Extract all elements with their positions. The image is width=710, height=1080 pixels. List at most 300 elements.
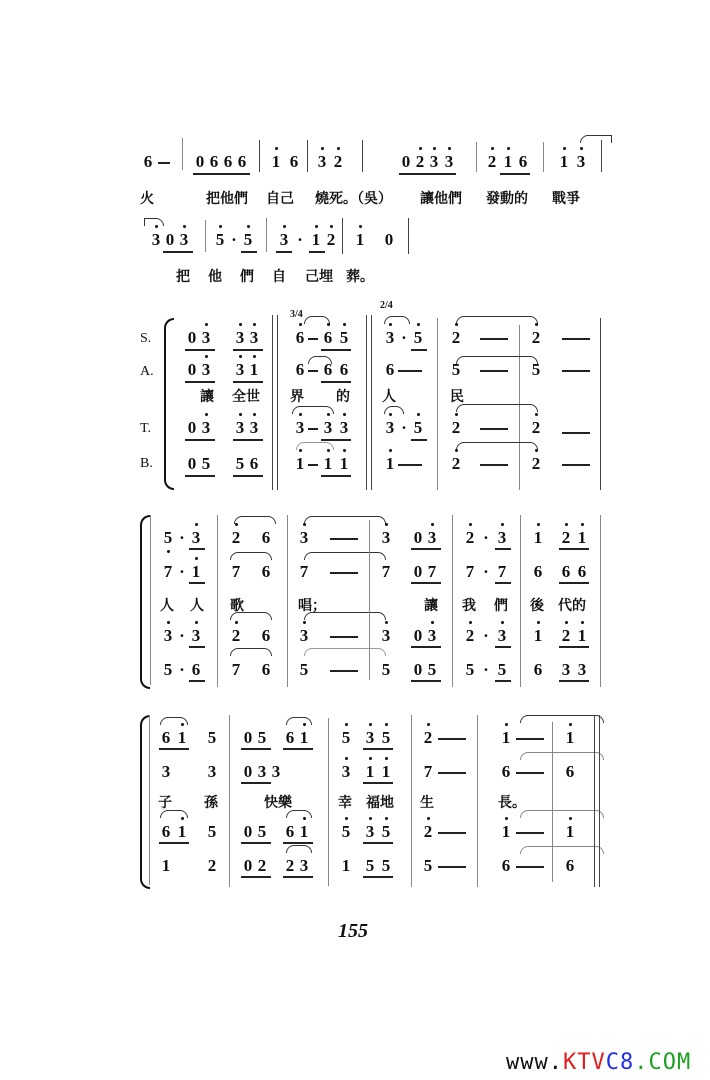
note: 3: [576, 152, 586, 171]
note: 1: [533, 528, 543, 547]
hold-dash: [516, 832, 544, 834]
note: 2: [326, 230, 336, 249]
voice-label-soprano: S.: [140, 331, 152, 346]
hold-dash: [330, 572, 358, 574]
slur: [384, 316, 410, 324]
tie: [304, 552, 386, 560]
note: 1: [177, 728, 187, 747]
hold-dash: [308, 464, 318, 466]
note: 1: [565, 822, 575, 841]
lyric: 戰爭: [552, 191, 580, 207]
underline: [411, 646, 441, 648]
lyric: 我: [462, 598, 476, 614]
note: 1: [533, 626, 543, 645]
note: 0: [413, 626, 423, 645]
underline: [321, 381, 351, 383]
note: 3: [257, 762, 267, 781]
lyric: 自己: [266, 191, 294, 207]
underline: [220, 173, 250, 175]
slur: [160, 717, 188, 725]
note: 6: [261, 660, 271, 679]
note: 6: [501, 762, 511, 781]
slur: [230, 612, 272, 620]
note: 2: [451, 454, 461, 473]
underline: [185, 475, 215, 477]
hold-dash: [562, 464, 590, 466]
watermark-c8: C8: [605, 1050, 635, 1075]
page-number: 155: [338, 920, 368, 942]
barline: [476, 142, 477, 172]
barline: [182, 138, 183, 170]
underline: [241, 251, 257, 253]
note: 3: [151, 230, 161, 249]
lyric: 後: [530, 598, 544, 614]
barline: [408, 218, 409, 254]
voice-label-bass: B.: [140, 456, 153, 471]
underline: [495, 582, 511, 584]
note: 6: [533, 660, 543, 679]
tie: [520, 752, 604, 760]
tie: [144, 218, 164, 226]
note: 3: [271, 762, 281, 781]
barline: [520, 515, 521, 687]
note: 7: [465, 562, 475, 581]
note: 1: [339, 454, 349, 473]
note: 7: [427, 562, 437, 581]
note: 0: [243, 762, 253, 781]
note: 3: [323, 418, 333, 437]
hold-dash: [480, 428, 508, 430]
note: 3: [385, 328, 395, 347]
note: 5: [341, 822, 351, 841]
barline: [287, 515, 288, 687]
slur: [160, 810, 188, 818]
voice-label-tenor: T.: [140, 421, 152, 436]
note: 1: [565, 728, 575, 747]
note: 3: [163, 626, 173, 645]
note: 1: [311, 230, 321, 249]
note: 1: [271, 152, 281, 171]
note: 5: [423, 856, 433, 875]
note: 3: [191, 626, 201, 645]
hold-dash: [516, 738, 544, 740]
slur: [234, 516, 276, 524]
note: 7: [497, 562, 507, 581]
note: 6: [565, 856, 575, 875]
underline: [233, 475, 263, 477]
note: 6: [223, 152, 233, 171]
note: 6: [209, 152, 219, 171]
note: ·: [483, 528, 489, 547]
note: 0: [243, 728, 253, 747]
underline: [185, 439, 215, 441]
note: 3: [577, 660, 587, 679]
hold-dash: [308, 428, 318, 430]
barline: [217, 515, 218, 687]
tie: [304, 516, 386, 524]
hold-dash: [480, 370, 508, 372]
barline: [452, 515, 453, 687]
note: ·: [179, 528, 185, 547]
note: 5: [381, 856, 391, 875]
lyric: 發動的: [486, 191, 528, 207]
note: ·: [297, 230, 303, 249]
hold-dash: [516, 772, 544, 774]
lyric: 福地: [366, 795, 394, 811]
lyric: 快樂: [264, 795, 292, 811]
note: 3: [207, 762, 217, 781]
note: 2: [531, 454, 541, 473]
slur: [384, 406, 404, 414]
slur: [456, 442, 538, 450]
underline: [283, 876, 313, 878]
lyric: 自: [272, 269, 286, 285]
note: 5: [257, 728, 267, 747]
lyric: 子: [158, 795, 172, 811]
note: 2: [465, 626, 475, 645]
underline: [185, 381, 215, 383]
note: 2: [487, 152, 497, 171]
lyric: 的: [336, 389, 350, 405]
note: 3: [497, 528, 507, 547]
note: 6: [339, 360, 349, 379]
barline: [259, 140, 260, 172]
note: 0: [413, 528, 423, 547]
note: 2: [285, 856, 295, 875]
slur: [456, 316, 538, 324]
note: 5: [341, 728, 351, 747]
underline: [321, 475, 351, 477]
underline: [363, 782, 393, 784]
tie: [580, 135, 612, 143]
underline: [559, 646, 589, 648]
note: 5: [243, 230, 253, 249]
tie: [520, 715, 604, 723]
lyric: 孫: [204, 795, 218, 811]
note: 3: [235, 360, 245, 379]
note: 6: [285, 822, 295, 841]
note: 3: [444, 152, 454, 171]
underline: [399, 173, 429, 175]
note: 0: [243, 856, 253, 875]
note: 6: [161, 822, 171, 841]
system-brace: [164, 318, 174, 490]
lyric: 己埋: [305, 269, 333, 285]
note: 2: [207, 856, 217, 875]
note: 6: [323, 360, 333, 379]
tie: [304, 648, 386, 656]
note: 2: [451, 418, 461, 437]
underline: [411, 582, 441, 584]
note: 1: [577, 626, 587, 645]
note: 5: [163, 660, 173, 679]
note: 1: [559, 152, 569, 171]
note: 5: [215, 230, 225, 249]
hold-dash: [330, 538, 358, 540]
underline: [309, 251, 325, 253]
note: 1: [355, 230, 365, 249]
note: 6: [518, 152, 528, 171]
barline: [150, 515, 151, 685]
note: 6: [261, 528, 271, 547]
note: 3: [497, 626, 507, 645]
hold-dash: [438, 866, 466, 868]
note: 3: [179, 230, 189, 249]
double-barline: [594, 715, 600, 887]
barline: [149, 715, 150, 885]
note: 5: [207, 822, 217, 841]
note: 5: [381, 660, 391, 679]
hold-dash: [480, 464, 508, 466]
note: 6: [565, 762, 575, 781]
hold-dash: [308, 338, 318, 340]
barline: [600, 318, 601, 490]
note: 3: [191, 528, 201, 547]
note: 6: [533, 562, 543, 581]
note: 6: [501, 856, 511, 875]
note: 5: [299, 660, 309, 679]
underline: [185, 349, 215, 351]
barline: [437, 318, 438, 490]
note: 5: [201, 454, 211, 473]
note: ·: [179, 660, 185, 679]
note: 3: [385, 418, 395, 437]
note: 5: [207, 728, 217, 747]
underline: [559, 582, 589, 584]
note: 3: [201, 418, 211, 437]
note: ·: [483, 660, 489, 679]
note: 7: [299, 562, 309, 581]
hold-dash: [516, 866, 544, 868]
note: 2: [561, 528, 571, 547]
note: 5: [381, 822, 391, 841]
note: ·: [401, 328, 407, 347]
tie: [520, 810, 604, 818]
note: 3: [235, 418, 245, 437]
note: 1: [365, 762, 375, 781]
hold-dash: [158, 162, 170, 164]
barline: [342, 218, 343, 254]
note: 1: [501, 822, 511, 841]
note: 0: [413, 660, 423, 679]
underline: [411, 349, 427, 351]
note: 6: [261, 562, 271, 581]
note: 1: [503, 152, 513, 171]
note: 7: [231, 660, 241, 679]
underline: [283, 842, 313, 844]
underline: [189, 646, 205, 648]
lyric: 火: [140, 191, 154, 207]
note: 3: [249, 328, 259, 347]
watermark-ktv: KTV: [562, 1050, 606, 1075]
hold-dash: [562, 338, 590, 340]
note: 2: [561, 626, 571, 645]
tie: [520, 846, 604, 854]
note: 6: [143, 152, 153, 171]
note: 3: [279, 230, 289, 249]
note: 5: [365, 856, 375, 875]
watermark-com: .COM: [634, 1050, 692, 1075]
hold-dash: [398, 370, 422, 372]
hold-dash: [438, 772, 466, 774]
lyric: 全世: [232, 389, 260, 405]
note: 1: [577, 528, 587, 547]
note: 3: [427, 528, 437, 547]
hold-dash: [562, 432, 590, 434]
underline: [233, 439, 263, 441]
lyric: 他: [208, 269, 222, 285]
note: 0: [195, 152, 205, 171]
note: 7: [381, 562, 391, 581]
note: 2: [423, 728, 433, 747]
barline: [543, 142, 544, 172]
note: ·: [179, 562, 185, 581]
note: 2: [257, 856, 267, 875]
note: 3: [299, 626, 309, 645]
underline: [283, 748, 313, 750]
note: 0: [165, 230, 175, 249]
slur: [304, 316, 330, 324]
lyric: 燒死。（吳）: [315, 191, 392, 207]
note: 1: [385, 454, 395, 473]
lyric: 們: [240, 269, 254, 285]
note: 2: [231, 528, 241, 547]
underline: [241, 876, 271, 878]
underline: [233, 349, 263, 351]
note: 6: [289, 152, 299, 171]
note: 6: [385, 360, 395, 379]
note: 3: [249, 418, 259, 437]
double-barline: [366, 315, 372, 490]
note: 5: [413, 418, 423, 437]
underline: [241, 748, 271, 750]
lyric: 界: [290, 389, 304, 405]
note: 3: [381, 528, 391, 547]
tie: [304, 612, 386, 620]
note: 3: [561, 660, 571, 679]
underline: [189, 582, 205, 584]
note: 5: [451, 360, 461, 379]
barline: [477, 715, 478, 887]
note: 3: [381, 626, 391, 645]
note: ·: [179, 626, 185, 645]
note: 6: [561, 562, 571, 581]
underline: [363, 748, 393, 750]
barline: [266, 218, 267, 252]
note: 3: [365, 728, 375, 747]
slur: [230, 648, 272, 656]
lyric: 讓: [424, 598, 438, 614]
note: 5: [427, 660, 437, 679]
lyric: 生: [420, 795, 434, 811]
underline: [189, 680, 205, 682]
note: 6: [285, 728, 295, 747]
note: 0: [187, 418, 197, 437]
watermark-www: www.: [506, 1050, 563, 1075]
underline: [321, 439, 351, 441]
note: ·: [231, 230, 237, 249]
underline: [189, 548, 205, 550]
note: 5: [339, 328, 349, 347]
note: 6: [295, 360, 305, 379]
barline: [362, 140, 363, 172]
hold-dash: [330, 670, 358, 672]
note: 3: [341, 762, 351, 781]
note: 6: [261, 626, 271, 645]
underline: [495, 646, 511, 648]
time-signature: 3/4: [290, 309, 303, 320]
lyric: 人: [160, 598, 174, 614]
note: 3: [235, 328, 245, 347]
barline: [600, 515, 601, 687]
underline: [241, 782, 271, 784]
note: 2: [451, 328, 461, 347]
watermark: [506, 1050, 691, 1075]
note: 2: [415, 152, 425, 171]
lyric: 長。: [498, 795, 526, 811]
lyric: 把: [176, 269, 190, 285]
note: 1: [249, 360, 259, 379]
underline: [559, 548, 589, 550]
note: 6: [237, 152, 247, 171]
lyric: 讓他們: [420, 191, 462, 207]
hold-dash: [562, 370, 590, 372]
slur: [286, 717, 312, 725]
note: 2: [531, 328, 541, 347]
underline: [495, 680, 511, 682]
barline: [411, 715, 412, 887]
underline: [411, 439, 427, 441]
lyric: 人: [382, 389, 396, 405]
note: 0: [187, 360, 197, 379]
hold-dash: [308, 370, 318, 372]
note: 2: [231, 626, 241, 645]
slur: [286, 845, 312, 853]
hold-dash: [438, 832, 466, 834]
lyric: 唱；: [298, 598, 326, 614]
note: 6: [249, 454, 259, 473]
note: 3: [429, 152, 439, 171]
lyric: 幸: [338, 795, 352, 811]
note: 1: [501, 728, 511, 747]
note: 0: [401, 152, 411, 171]
note: 2: [333, 152, 343, 171]
note: 3: [365, 822, 375, 841]
hold-dash: [398, 464, 422, 466]
underline: [159, 748, 189, 750]
note: 0: [243, 822, 253, 841]
note: 3: [295, 418, 305, 437]
note: 0: [384, 230, 394, 249]
slur: [286, 810, 312, 818]
note: 3: [427, 626, 437, 645]
note: 3: [317, 152, 327, 171]
note: 2: [423, 822, 433, 841]
underline: [193, 173, 223, 175]
underline: [411, 680, 441, 682]
note: 1: [177, 822, 187, 841]
note: ·: [483, 626, 489, 645]
note: 1: [341, 856, 351, 875]
note: 6: [191, 660, 201, 679]
double-barline: [272, 315, 278, 490]
note: 6: [577, 562, 587, 581]
note: 3: [339, 418, 349, 437]
note: 1: [161, 856, 171, 875]
lyric: 們: [494, 598, 508, 614]
note: 2: [531, 418, 541, 437]
note: 5: [381, 728, 391, 747]
